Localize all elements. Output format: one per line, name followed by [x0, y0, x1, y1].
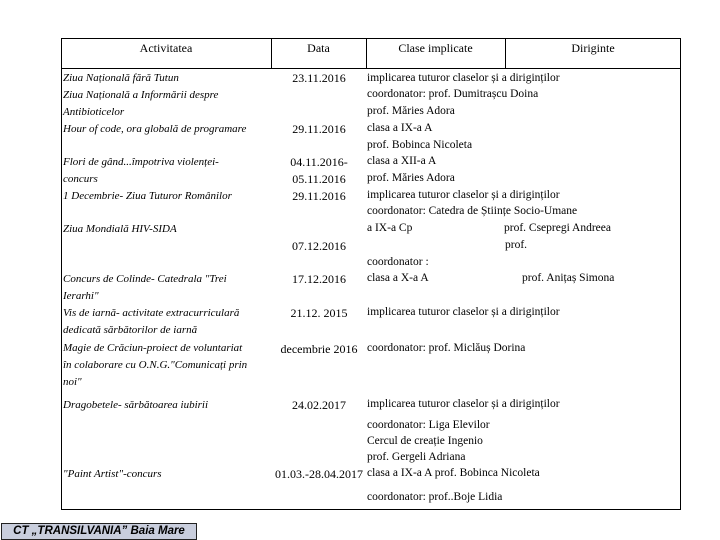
classes-line: prof. Măries Adora — [367, 172, 455, 184]
activity-line: "Paint Artist"-concurs — [63, 468, 162, 480]
classes-line: clasa a IX-a A prof. Bobinca Nicoleta — [367, 467, 540, 479]
header-divider — [61, 68, 681, 69]
activity-line: Vis de iarnă- activitate extracurriculară — [63, 307, 240, 319]
activity-line: concurs — [63, 173, 98, 185]
classes-line: implicarea tuturor claselor și a diriginților — [367, 398, 560, 410]
classes-line: coordonator: prof..Boje Lidia — [367, 491, 503, 503]
header-classes: Clase implicate — [398, 41, 473, 55]
classes-line: prof. Gergeli Adriana — [367, 451, 466, 463]
activity-line: dedicată sărbătorilor de iarnă — [63, 324, 198, 336]
classes-line: clasa a X-a A — [367, 272, 429, 284]
date-cell: 01.03.-28.04.2017 — [275, 467, 363, 481]
activity-line: Antibioticelor — [63, 106, 125, 118]
date-cell: 21.12. 2015 — [290, 306, 348, 320]
classes-line: prof. Bobinca Nicoleta — [367, 139, 473, 151]
activity-line: Concurs de Colinde- Catedrala "Trei — [63, 273, 227, 285]
school-footer-label: CT „TRANSILVANIA” Baia Mare — [1, 523, 197, 540]
date-cell: decembrie 2016 — [280, 342, 358, 356]
activity-line: Ierarhi" — [63, 290, 99, 302]
activity-line: 1 Decembrie- Ziua Tuturor Românilor — [63, 190, 232, 202]
classes-line: coordonator: Catedra de Științe Socio-Umane — [367, 205, 578, 217]
activity-line: Ziua Mondială HIV-SIDA — [63, 223, 177, 235]
activity-line: Magie de Crăciun-proiect de voluntariat — [63, 342, 243, 354]
classes-line: implicarea tuturor claselor și a diriginților — [367, 189, 560, 201]
date-cell: 23.11.2016 — [292, 71, 346, 85]
classes-line: coordonator: prof. Miclăuș Dorina — [367, 342, 526, 354]
activity-line: Ziua Națională fără Tutun — [63, 72, 179, 84]
date-cell: 24.02.2017 — [292, 398, 346, 412]
header-activity: Activitatea — [139, 41, 193, 55]
classes-line: coordonator: prof. Dumitrașcu Doina — [367, 88, 539, 100]
classes-line: implicarea tuturor claselor și a diriginților — [367, 306, 560, 318]
date-cell: 29.11.2016 — [292, 122, 346, 136]
header-date: Data — [307, 41, 330, 55]
classes-line: prof. Măries Adora — [367, 105, 455, 117]
activity-line: Dragobetele- sărbătoarea iubirii — [63, 399, 209, 411]
teacher-line: prof. Anițaș Simona — [522, 272, 615, 284]
date-cell: 07.12.2016 — [292, 239, 346, 253]
date-cell: 04.11.2016- — [290, 155, 348, 169]
header-teacher: Diriginte — [571, 41, 615, 55]
classes-line: coordonator: Liga Elevilor — [367, 419, 490, 431]
activity-line: Hour of code, ora globală de programare — [63, 123, 247, 135]
classes-line: a IX-a Cp — [367, 222, 413, 234]
teacher-line: prof. Csepregi Andreea — [504, 222, 611, 234]
date-cell: 05.11.2016 — [292, 172, 346, 186]
teacher-line: prof. — [505, 239, 528, 251]
classes-line: Cercul de creație Ingenio — [367, 435, 483, 447]
activity-line: Flori de gând...împotriva violenței- — [63, 156, 219, 168]
classes-line: implicarea tuturor claselor și a diriginților — [367, 72, 560, 84]
date-cell: 17.12.2016 — [292, 272, 346, 286]
activity-line: noi" — [63, 376, 82, 388]
activity-line: Ziua Națională a Informării despre — [63, 89, 219, 101]
classes-line: clasa a IX-a A — [367, 122, 433, 134]
classes-line: coordonator : — [367, 256, 429, 268]
classes-line: clasa a XII-a A — [367, 155, 437, 167]
activity-line: în colaborare cu O.N.G."Comunicați prin — [63, 359, 248, 371]
date-cell: 29.11.2016 — [292, 189, 346, 203]
